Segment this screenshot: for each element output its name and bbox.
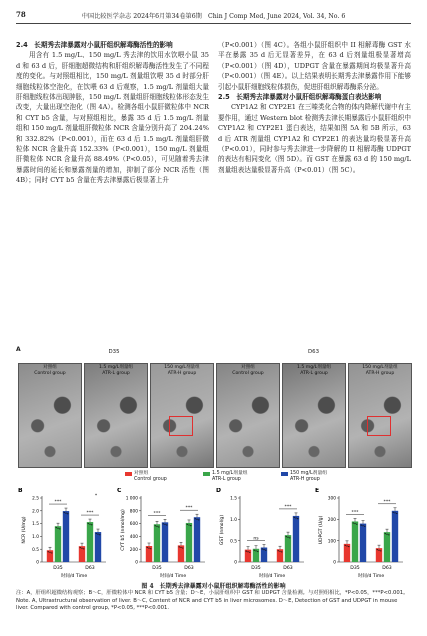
bar	[55, 526, 61, 562]
group-d35-label: D35	[108, 349, 120, 355]
significance-marker: ***	[185, 506, 193, 512]
data-point	[196, 519, 197, 520]
data-point	[348, 546, 349, 547]
data-point	[356, 524, 357, 525]
legend-swatch-atr-h	[281, 472, 288, 476]
paragraph-continued: （P<0.001）（图 4C）。各组小鼠肝组织中 II 相解毒酶 GST 水平在暴露 35 d 后无显著差异，在 63 d 后剂量组极显著增高（P<0.001）（图 4D），UDPGT 含量在暴露期间均极显著升高（P<0.001）（图 4E）。以上结果表明长期秀去津暴露作用下能够引起小鼠肝细胞线粒体损伤，促进肝组织解毒酶系分泌。	[218, 41, 411, 91]
y-tick-label: 200	[327, 517, 336, 523]
x-tick-label: D63	[85, 566, 95, 571]
bar	[285, 535, 291, 562]
x-tick-label: D35	[251, 566, 261, 571]
y-tick-label: 0	[333, 560, 336, 566]
bar	[162, 522, 168, 562]
data-point	[362, 525, 363, 526]
x-tick-label: D35	[152, 566, 162, 571]
data-point	[188, 524, 189, 525]
data-point	[48, 551, 49, 552]
page-number: 78	[16, 10, 26, 19]
data-point	[166, 524, 167, 525]
data-point	[49, 552, 50, 553]
data-point	[97, 534, 98, 535]
data-point	[195, 518, 196, 519]
data-point	[83, 548, 84, 549]
data-point	[80, 547, 81, 548]
data-point	[388, 534, 389, 535]
section-heading-2-4: 2.4 长期秀去津暴露对小鼠肝组织解毒酶活性的影响	[16, 41, 173, 49]
micrograph-label: 对照组 Control group	[34, 365, 66, 376]
x-tick-label: D63	[283, 566, 293, 571]
y-tick-label: 2.5	[32, 496, 39, 502]
data-point	[287, 537, 288, 538]
y-tick-label: 400	[129, 535, 138, 540]
y-axis-label: CYT b5 (nmol/mg)	[121, 509, 126, 551]
significance-marker: *	[94, 494, 98, 499]
bar	[87, 522, 93, 562]
data-point	[158, 526, 159, 527]
data-point	[182, 547, 183, 548]
data-point	[378, 550, 379, 551]
significance-marker: ***	[284, 504, 292, 510]
data-point	[361, 525, 362, 526]
y-axis-label: UDPGT (U/g)	[319, 515, 324, 545]
micrograph-panel	[18, 363, 82, 468]
data-point	[297, 518, 298, 519]
bar	[63, 511, 69, 562]
data-point	[364, 526, 365, 527]
bar	[194, 517, 200, 562]
data-point	[353, 522, 354, 523]
y-tick-label: 1.5	[230, 496, 237, 502]
data-point	[148, 548, 149, 549]
data-point	[263, 549, 264, 550]
y-tick-label: 800	[129, 509, 138, 515]
data-point	[262, 548, 263, 549]
y-tick-label: 1.0	[230, 517, 237, 523]
x-axis-label: 时间/d Time	[159, 574, 187, 579]
legend-control: 对照组 Control group	[134, 471, 167, 483]
data-point	[147, 547, 148, 548]
data-point	[156, 526, 157, 527]
legend-swatch-atr-l	[203, 472, 210, 476]
data-point	[163, 523, 164, 524]
panel-letter: C	[117, 488, 122, 494]
data-point	[155, 525, 156, 526]
data-point	[265, 550, 266, 551]
group-d63-label: D63	[307, 349, 319, 355]
data-point	[51, 552, 52, 553]
x-axis-label: 时间/d Time	[60, 574, 88, 579]
data-point	[190, 525, 191, 526]
data-point	[150, 548, 151, 549]
journal-title: 中国比较医学杂志 2024年6月第34卷第6期 Chin J Comp Med, June 2024, Vol. 34, No. 6	[81, 13, 346, 20]
significance-marker: ns	[253, 536, 259, 542]
micrograph-label: 150 mg/L剂量组 ATR-H group	[164, 365, 200, 376]
legend-atr-l: 1.5 mg/L剂量组 ATR-L group	[212, 471, 248, 483]
data-point	[96, 533, 97, 534]
y-axis-label: NCR (U/mg)	[22, 516, 27, 544]
data-point	[64, 512, 65, 513]
data-point	[295, 517, 296, 518]
data-point	[354, 523, 355, 524]
bar	[392, 511, 398, 562]
bar	[95, 532, 101, 562]
data-point	[380, 550, 381, 551]
y-tick-label: 600	[129, 522, 138, 528]
x-tick-label: D35	[53, 566, 63, 571]
data-point	[57, 528, 58, 529]
legend-atr-h: 150 mg/L剂量组 ATR-H group	[290, 471, 327, 483]
highlight-box	[169, 416, 193, 436]
x-axis-label: 时间/d Time	[357, 574, 385, 579]
note-en: Note. A, Ultrastructural observation of liver. B～C, Content of NCR and CYT b5 in liver microsomes. D～E, Detection of GST and UDPGT in mouse liver. Compared with control group, *P<0.05, ***P<0.001.	[16, 597, 398, 612]
data-point	[279, 551, 280, 552]
x-tick-label: D63	[184, 566, 194, 571]
page-header	[16, 10, 411, 22]
data-point	[67, 513, 68, 514]
data-point	[345, 545, 346, 546]
y-tick-label: 2.0	[32, 509, 39, 515]
left-column	[16, 40, 209, 186]
right-column	[218, 40, 411, 175]
legend-swatch-control	[125, 472, 132, 476]
data-point	[198, 519, 199, 520]
y-axis-label: GST (nmol/g)	[220, 514, 225, 546]
micrograph-label: 1.5 mg/L剂量组 ATR-L group	[296, 365, 332, 376]
highlight-box	[367, 416, 391, 436]
data-point	[91, 524, 92, 525]
significance-marker: ***	[153, 511, 161, 517]
panel-a-letter: A	[16, 346, 21, 353]
x-tick-label: D63	[382, 566, 392, 571]
y-tick-label: 0.5	[32, 547, 39, 553]
y-tick-label: 1 000	[125, 496, 138, 502]
significance-marker: ***	[383, 499, 391, 505]
figure-caption-cn: 图 4 长期秀去津暴露对小鼠肝组织解毒酶活性的影响	[141, 583, 286, 590]
data-point	[65, 513, 66, 514]
bar	[360, 524, 366, 562]
data-point	[394, 512, 395, 513]
panel-letter: D	[216, 488, 221, 494]
y-tick-label: 0	[36, 560, 39, 566]
data-point	[180, 547, 181, 548]
micrograph-label: 150 mg/L剂量组 ATR-H group	[362, 365, 398, 376]
data-point	[81, 548, 82, 549]
data-point	[289, 537, 290, 538]
significance-marker: ***	[54, 500, 62, 506]
micrograph-panel	[84, 363, 148, 468]
data-point	[89, 524, 90, 525]
data-point	[254, 550, 255, 551]
paragraph-2-5: CYP1A2 和 CYP2E1 在三嗪类化合物的体内降解代谢中有主要作用，通过 Western blot 检测秀去津长期暴露后小鼠肝组织中 CYP1A2 和 CYP2E1 蛋白表达，结果如图 5A 和 5B 所示，63 d 后 ATR 剂量组 CYP1A2 和 CYP2E1 的表达量均极显著升高（P<0.01），同时参与秀去津进一步降解的 II 相解毒酶 UDPGT 的表达有相同变化（图 5D）。而 GST 在暴露 63 d 的 150 mg/L 剂量组表达量极显著升高（P<0.01）（图 5C）。	[218, 103, 411, 174]
bar	[352, 521, 358, 562]
panel-letter: E	[315, 488, 320, 494]
panel-letter: B	[18, 488, 23, 494]
y-tick-label: 1.0	[32, 535, 39, 540]
data-point	[278, 550, 279, 551]
data-point	[281, 551, 282, 552]
paragraph-2-4: 用含有 1.5 mg/L、150 mg/L 秀去津的饮用水饮喂小鼠 35 d 和 63 d 后，肝细胞超微结构和肝组织解毒酶活性发生了不同程度的变化。与对照组相比，150 mg/L 剂量组饮喂 35 d 时部分肝细胞线粒体空泡化，在饮喂 63 d 后观察，1.5 mg/L 剂量组大量肝细胞线粒体出现肿胀，150 mg/L 剂量组肝细胞线粒体形态发生改变，大量出现空泡化（图 4A）。检测各组小鼠肝微粒体中 NCR 和 CYT b5 含量，与对照组相比，暴露 35 d 后 1.5 mg/L 剂量组和 150 mg/L 剂量组肝微粒体 NCR 含量分别升高了 204.24% 和 332.82%（P<0.001），而在 63 d 后 1.5 mg/L 剂量组肝微粒体 NCR 含量升高 152.33%（P<0.001），150 mg/L 剂量组肝微粒体 NCR 含量升高 88.49%（P<0.05），可见随着秀去津暴露时间的延长和暴露剂量的增加，抑制了部分 NCR 活性（图 4B）；同时 CYT b5 含量在秀去津暴露后极显著上升	[16, 51, 209, 185]
data-point	[88, 523, 89, 524]
header-rule	[16, 23, 411, 24]
micrograph-panel	[348, 363, 412, 468]
data-point	[164, 524, 165, 525]
significance-marker: ***	[351, 510, 359, 516]
bar	[293, 516, 299, 562]
bar	[154, 524, 160, 562]
y-tick-label: 0	[135, 560, 138, 566]
x-axis-label: 时间/d Time	[258, 574, 286, 579]
data-point	[294, 517, 295, 518]
micrograph-panel	[282, 363, 346, 468]
y-tick-label: 200	[129, 547, 138, 553]
data-point	[249, 552, 250, 553]
x-tick-label: D35	[350, 566, 360, 571]
data-point	[257, 551, 258, 552]
data-point	[99, 534, 100, 535]
y-tick-label: 300	[327, 496, 336, 502]
y-tick-label: 0	[234, 560, 237, 566]
data-point	[59, 528, 60, 529]
data-point	[56, 527, 57, 528]
micrograph-label: 对照组 Control group	[232, 365, 264, 376]
section-heading-2-5: 2.5 长期秀去津暴露对小鼠肝组织解毒酶蛋白表达影响	[218, 93, 382, 102]
data-point	[187, 524, 188, 525]
bar	[186, 523, 192, 562]
data-point	[393, 512, 394, 513]
bar	[384, 532, 390, 562]
data-point	[247, 551, 248, 552]
micrograph-panel	[216, 363, 280, 468]
micrograph-label: 1.5 mg/L剂量组 ATR-L group	[98, 365, 134, 376]
y-tick-label: 1.5	[32, 522, 39, 528]
data-point	[255, 550, 256, 551]
bar-charts-b-to-e	[16, 488, 411, 587]
data-point	[396, 513, 397, 514]
significance-marker: ***	[86, 511, 94, 517]
data-point	[385, 533, 386, 534]
figure-notes	[16, 590, 411, 613]
data-point	[346, 545, 347, 546]
y-tick-label: 0.5	[230, 539, 237, 545]
data-point	[386, 534, 387, 535]
data-point	[246, 551, 247, 552]
micrograph-panel	[150, 363, 214, 468]
y-tick-label: 100	[327, 539, 336, 545]
data-point	[377, 549, 378, 550]
data-point	[286, 536, 287, 537]
data-point	[179, 546, 180, 547]
note-cn: 注：A，肝组织超微结构观察；B～C，肝微粒体中 NCR 和 CYT b5 含量；D～E，小鼠肝组织中 GST 和 UDPGT 含量检测。与对照组相比，*P<0.05，***P<0.001。	[16, 590, 409, 596]
